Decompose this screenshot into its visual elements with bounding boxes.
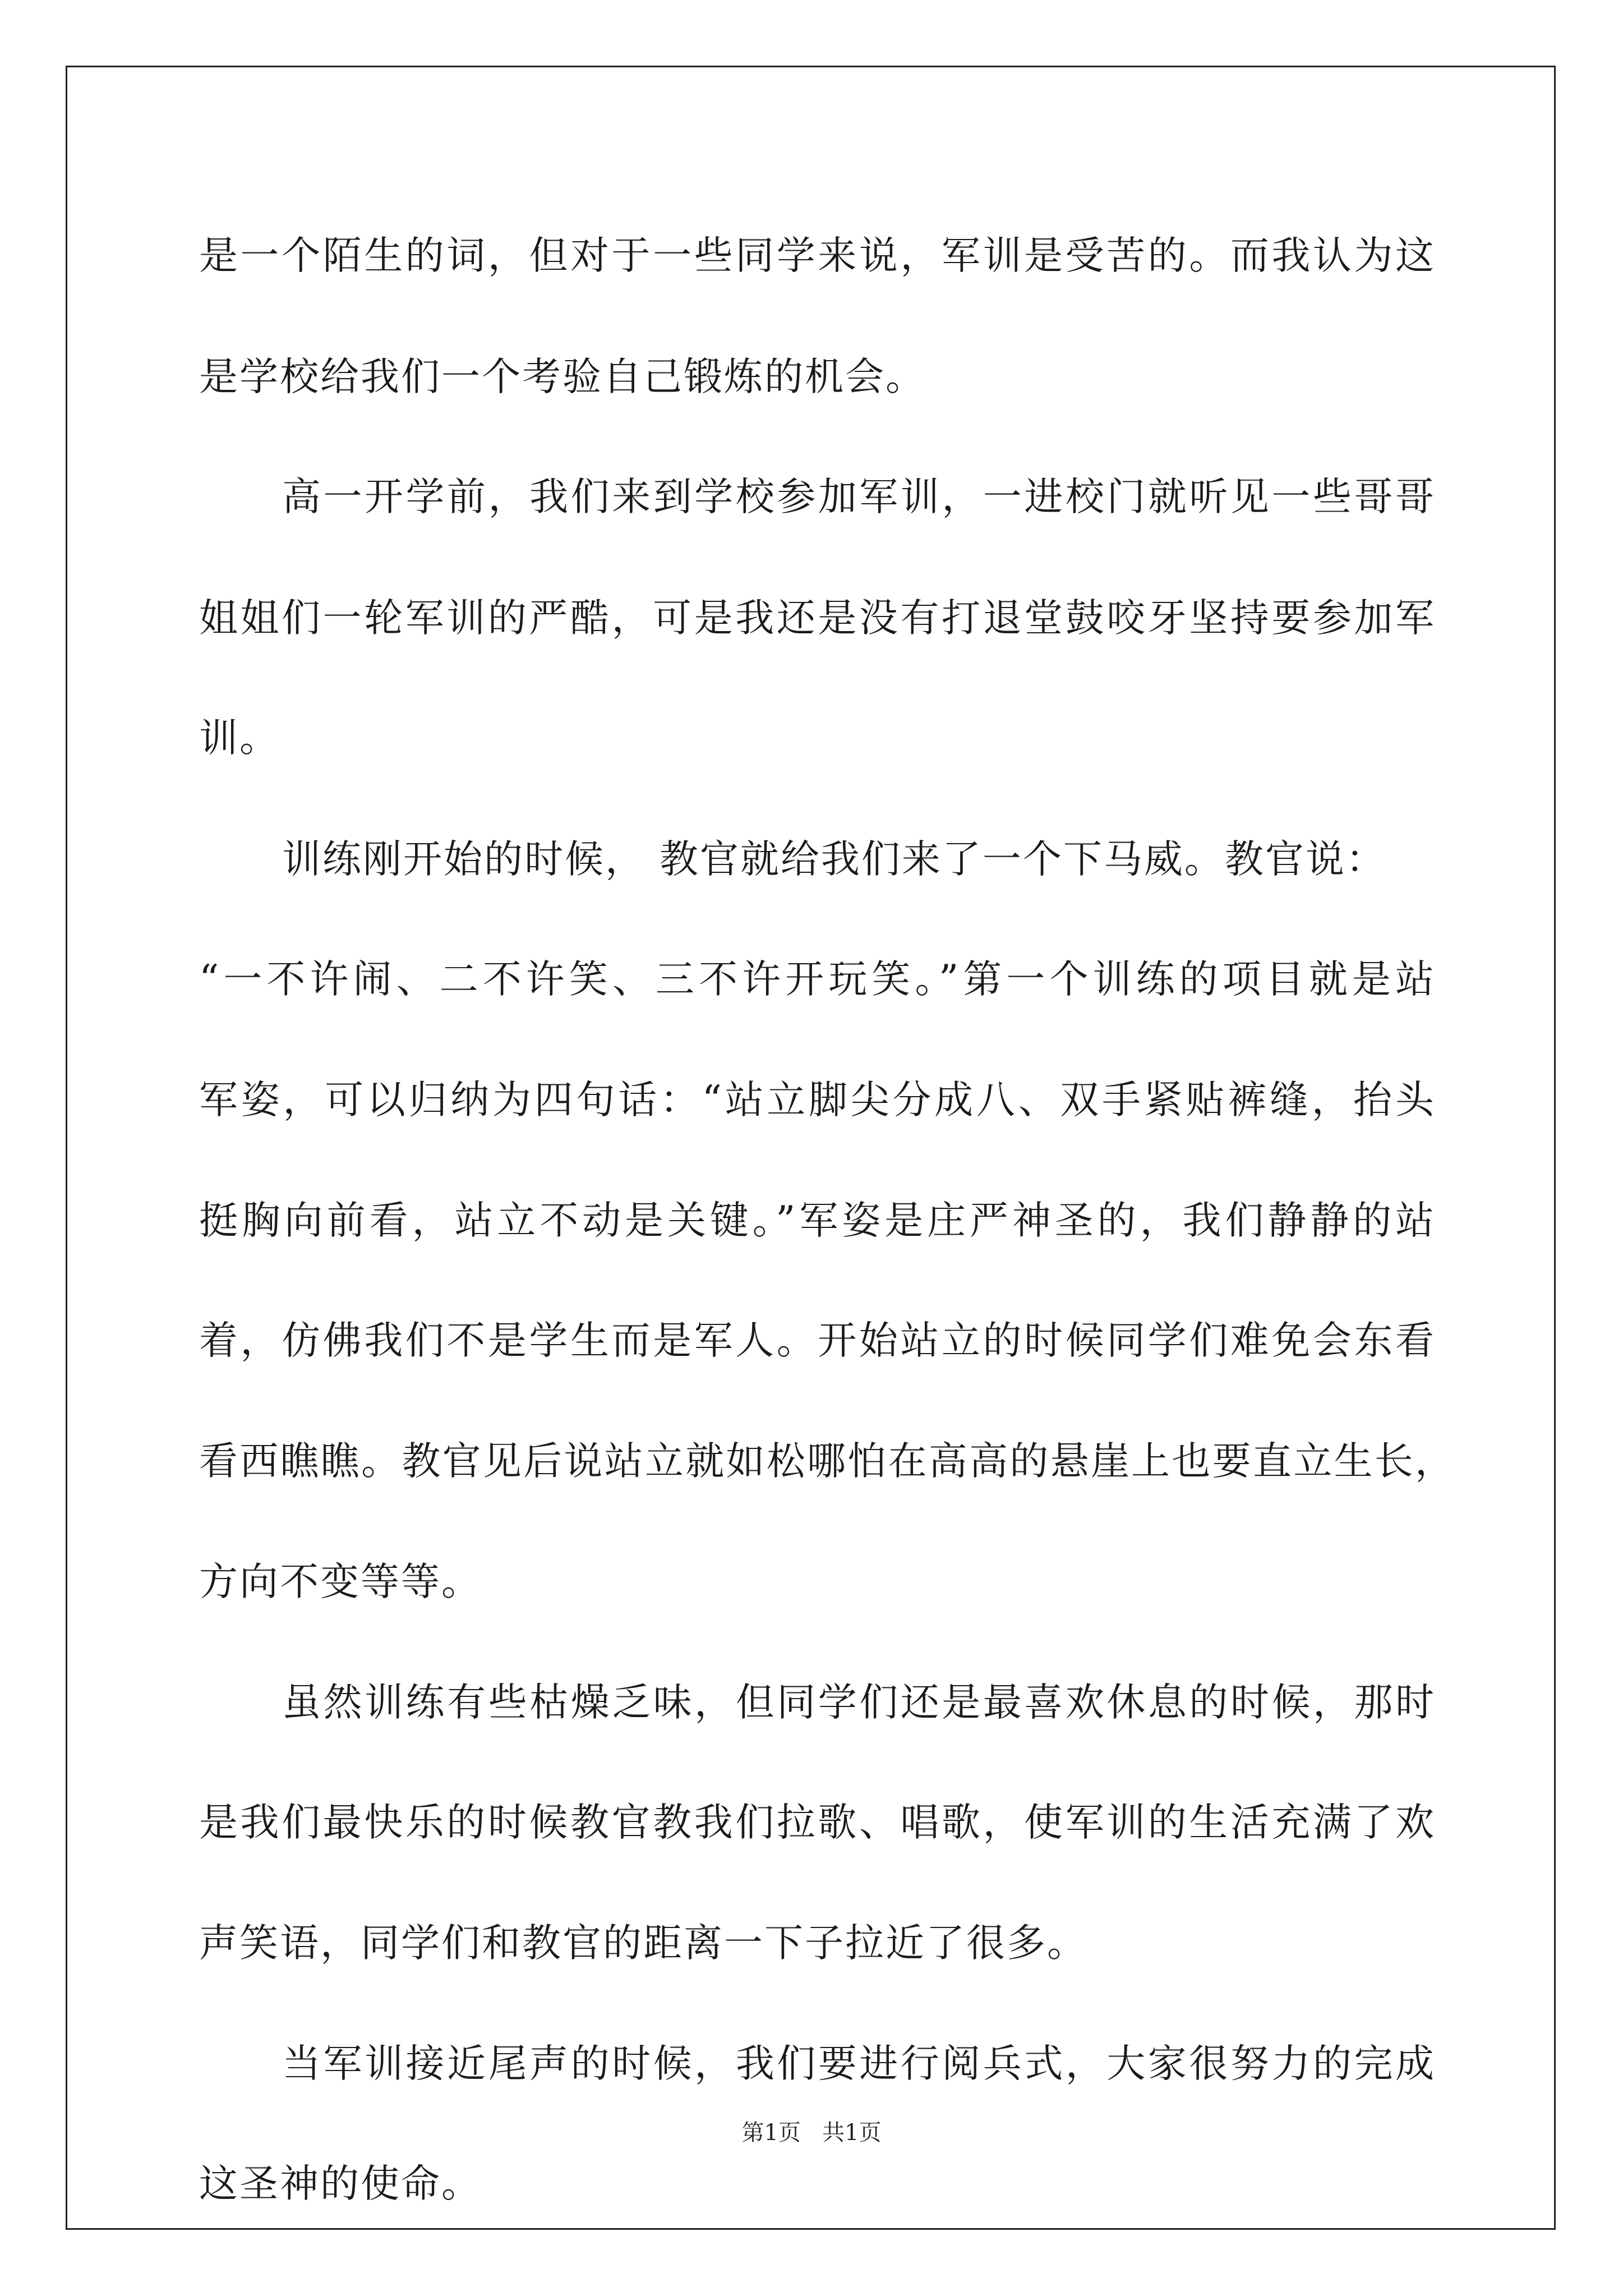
text-line: 军姿，可以归纳为四句话：“站立脚尖分成八、双手紧贴裤缝，抬头 [199, 1078, 1436, 1122]
paragraph-first-line: 当军训接近尾声的时候，我们要进行阅兵式，大家很努力的完成 [282, 2041, 1436, 2086]
page-label: 第1页 共1页 [741, 2120, 882, 2146]
text-line: 声笑语，同学们和教官的距离一下子拉近了很多。 [199, 1921, 1087, 1966]
text-line: 姐姐们一轮军训的严酷，可是我还是没有打退堂鼓咬牙坚持要参加军 [199, 596, 1436, 641]
text-line: 着，仿佛我们不是学生而是军人。开始站立的时候同学们难免会东看 [199, 1318, 1436, 1363]
text-line: 是学校给我们一个考验自己锻炼的机会。 [199, 355, 926, 399]
text-line: 看西瞧瞧。教官见后说站立就如松哪怕在高高的悬崖上也要直立生长， [199, 1439, 1455, 1484]
paragraph-first-line: 训练刚开始的时候， 教官就给我们来了一个下马威。教官说： [282, 837, 1386, 882]
text-line: 是我们最快乐的时候教官教我们拉歌、唱歌，使军训的生活充满了欢 [199, 1800, 1436, 1845]
paragraph-first-line: 虽然训练有些枯燥乏味，但同学们还是最喜欢休息的时候，那时 [282, 1680, 1436, 1725]
page-number-footer [0, 2116, 1623, 2150]
text-line: “一不许闹、二不许笑、三不许开玩笑。”第一个训练的项目就是站 [199, 957, 1436, 1002]
text-line: 是一个陌生的词，但对于一些同学来说，军训是受苦的。而我认为这 [199, 233, 1436, 278]
text-line: 挺胸向前看，站立不动是关键。”军姿是庄严神圣的，我们静静的站 [199, 1198, 1436, 1243]
text-line: 方向不变等等。 [199, 1559, 482, 1604]
paragraph-first-line: 高一开学前，我们来到学校参加军训，一进校门就听见一些哥哥 [282, 475, 1436, 519]
text-line: 这圣神的使命。 [199, 2161, 482, 2206]
text-line: 训。 [199, 716, 280, 761]
